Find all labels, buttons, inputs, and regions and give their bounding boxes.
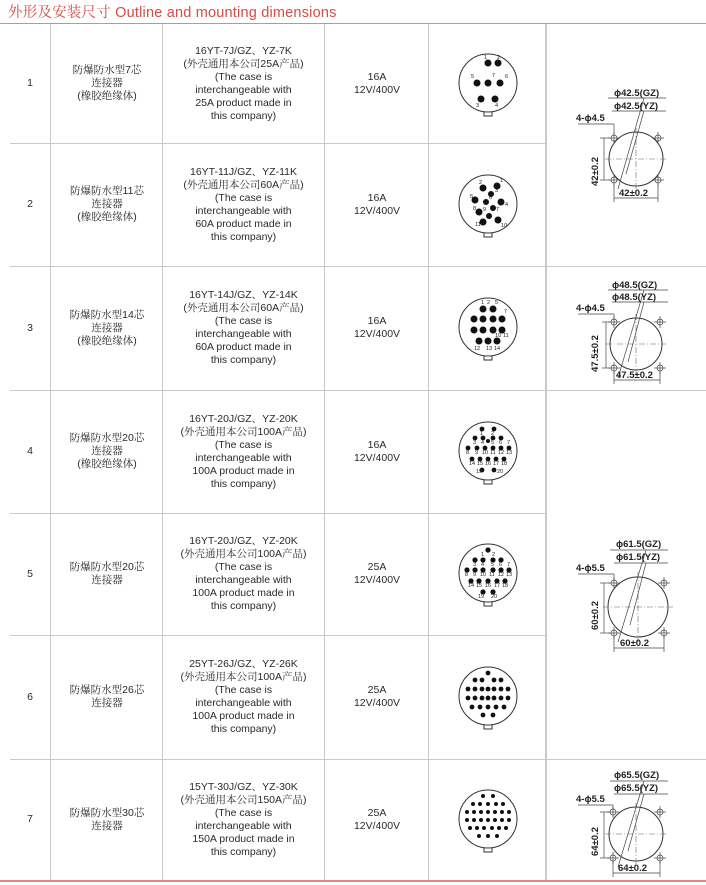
page-title: 外形及安装尺寸 Outline and mounting dimensions [8, 5, 337, 21]
svg-text:42±0.2: 42±0.2 [619, 188, 648, 199]
svg-text:17: 17 [492, 460, 499, 467]
svg-text:1: 1 [480, 552, 484, 558]
svg-text:19: 19 [477, 594, 484, 600]
svg-text:4: 4 [494, 102, 498, 109]
svg-text:ϕ65.5(YZ): ϕ65.5(YZ) [614, 783, 659, 794]
svg-text:2: 2 [491, 552, 495, 558]
svg-text:11: 11 [474, 221, 481, 228]
product-name: 防爆防水型26芯 连接器 [50, 635, 163, 759]
svg-text:10: 10 [479, 572, 486, 578]
svg-text:14: 14 [493, 346, 500, 352]
outline-drawing [546, 266, 706, 390]
table-row [10, 24, 545, 144]
dimension-column [545, 24, 706, 880]
svg-text:ϕ61.5(YZ): ϕ61.5(YZ) [616, 552, 661, 563]
svg-text:2: 2 [490, 430, 494, 437]
rating: 16A 12V/400V [324, 390, 429, 513]
svg-text:4-ϕ4.5: 4-ϕ4.5 [576, 113, 605, 124]
model-spec: 15YT-30J/GZ、YZ-30K (外壳通用本公司150A产品) (The case is interchangeable with 150A product made in this company) [162, 759, 324, 880]
connector-face-20 [453, 539, 523, 609]
svg-text:13: 13 [485, 346, 492, 352]
svg-text:18: 18 [501, 583, 508, 589]
connector-face-20 [453, 417, 523, 487]
svg-text:13: 13 [505, 449, 512, 456]
pin-layout-diagram [428, 143, 547, 266]
product-name: 防爆防水型14芯 连接器 (橡胶绝缘体) [50, 266, 163, 390]
svg-text:12: 12 [473, 346, 480, 352]
svg-text:4: 4 [480, 439, 484, 446]
svg-text:60±0.2: 60±0.2 [620, 638, 649, 649]
svg-text:14: 14 [467, 583, 474, 589]
svg-text:9: 9 [482, 206, 486, 213]
svg-text:47.5±0.2: 47.5±0.2 [590, 335, 601, 372]
pin-layout-diagram [428, 513, 547, 635]
connector-face-26 [453, 662, 523, 732]
svg-text:9: 9 [472, 572, 476, 578]
rating: 25A 12V/400V [324, 513, 429, 635]
svg-text:3: 3 [472, 439, 476, 446]
svg-text:47.5±0.2: 47.5±0.2 [616, 370, 653, 381]
svg-text:3: 3 [475, 102, 479, 109]
model-spec: 16YT-14J/GZ、YZ-14K (外壳通用本公司60A产品) (The case is interchangeable with 60A product made in this company) [162, 266, 324, 390]
svg-text:5: 5 [470, 73, 474, 80]
row-number: 2 [27, 198, 33, 210]
svg-text:6: 6 [498, 439, 502, 446]
pin-layout-diagram [428, 635, 547, 759]
outline-drawing [546, 390, 706, 759]
svg-text:1: 1 [480, 300, 484, 306]
product-name: 防爆防水型11芯 连接器 (橡胶绝缘体) [50, 143, 163, 266]
product-name: 防爆防水型20芯 连接器 [50, 513, 163, 635]
svg-text:ϕ48.5(YZ): ϕ48.5(YZ) [612, 292, 657, 303]
svg-text:1: 1 [479, 430, 483, 437]
footer-divider [0, 880, 706, 882]
svg-text:ϕ48.5(GZ): ϕ48.5(GZ) [612, 280, 658, 291]
pin-layout-diagram [428, 759, 547, 880]
svg-text:4: 4 [480, 562, 484, 568]
svg-text:11: 11 [488, 572, 495, 578]
svg-text:7: 7 [495, 206, 499, 213]
svg-text:10: 10 [494, 333, 501, 339]
svg-text:5: 5 [494, 300, 498, 306]
outline-drawing [546, 24, 706, 266]
svg-text:ϕ42.5(GZ): ϕ42.5(GZ) [614, 88, 660, 99]
svg-text:ϕ42.5(YZ): ϕ42.5(YZ) [614, 101, 659, 112]
product-name: 防爆防水型20芯 连接器 (橡胶绝缘体) [50, 390, 163, 513]
rating: 16A 12V/400V [324, 143, 429, 266]
svg-text:6: 6 [488, 194, 492, 201]
svg-text:15: 15 [476, 460, 483, 467]
svg-text:8: 8 [472, 205, 476, 212]
svg-text:5: 5 [469, 193, 473, 200]
svg-text:18: 18 [500, 460, 507, 467]
outline-drawing [546, 759, 706, 880]
row-number: 7 [27, 813, 33, 825]
svg-text:15: 15 [475, 583, 482, 589]
svg-text:19: 19 [475, 468, 482, 475]
svg-text:4-ϕ5.5: 4-ϕ5.5 [576, 794, 605, 805]
row-number: 6 [27, 690, 33, 703]
svg-text:14: 14 [468, 460, 475, 467]
svg-text:64±0.2: 64±0.2 [618, 863, 647, 874]
svg-text:17: 17 [493, 583, 500, 589]
table-row [10, 635, 545, 760]
svg-text:ϕ61.5(GZ): ϕ61.5(GZ) [616, 539, 662, 550]
svg-text:5: 5 [490, 562, 494, 568]
dimension-drawing [545, 390, 706, 760]
model-spec: 16YT-20J/GZ、YZ-20K (外壳通用本公司100A产品) (The case is interchangeable with 100A product made in this company) [162, 390, 324, 513]
svg-text:7: 7 [491, 72, 495, 79]
svg-text:16: 16 [484, 583, 491, 589]
svg-text:4-ϕ4.5: 4-ϕ4.5 [576, 303, 605, 314]
connector-face-11 [453, 170, 523, 240]
svg-text:16: 16 [484, 460, 491, 467]
dimension-drawing [545, 266, 706, 391]
svg-text:9: 9 [474, 449, 478, 456]
svg-text:2: 2 [478, 179, 482, 186]
rating: 25A 12V/400V [324, 759, 429, 880]
svg-text:8: 8 [464, 572, 468, 578]
pin-layout-diagram [428, 390, 547, 513]
row-number: 5 [27, 567, 33, 580]
svg-text:3: 3 [472, 562, 476, 568]
table-row [10, 266, 545, 391]
svg-text:4-ϕ5.5: 4-ϕ5.5 [576, 563, 605, 574]
svg-text:3: 3 [494, 187, 498, 194]
svg-text:10: 10 [500, 222, 507, 229]
svg-text:2: 2 [486, 300, 490, 306]
product-name: 防爆防水型30芯 连接器 [50, 759, 163, 880]
row-number: 4 [27, 445, 33, 457]
svg-text:64±0.2: 64±0.2 [590, 827, 601, 856]
rating: 16A 12V/400V [324, 24, 429, 143]
dimension-drawing [545, 759, 706, 880]
dimension-drawing [545, 24, 706, 267]
spec-table [10, 24, 706, 880]
svg-text:ϕ65.5(GZ): ϕ65.5(GZ) [614, 770, 660, 781]
svg-text:20: 20 [490, 594, 497, 600]
connector-face-30 [453, 785, 523, 855]
model-spec: 16YT-11J/GZ、YZ-11K (外壳通用本公司60A产品) (The case is interchangeable with 60A product made in this company) [162, 143, 324, 266]
svg-text:1: 1 [499, 177, 503, 184]
svg-text:6: 6 [498, 562, 502, 568]
row-number: 1 [27, 77, 33, 89]
svg-text:7: 7 [503, 309, 507, 315]
row-number: 3 [27, 321, 33, 334]
pin-layout-diagram [428, 266, 547, 390]
svg-text:12: 12 [497, 449, 504, 456]
svg-text:10: 10 [481, 449, 488, 456]
svg-text:7: 7 [506, 439, 510, 446]
connector-face-14 [453, 293, 523, 363]
connector-face-7 [453, 49, 523, 119]
svg-text:42±0.2: 42±0.2 [590, 157, 601, 186]
page-header [0, 0, 706, 24]
model-spec: 16YT-20J/GZ、YZ-20K (外壳通用本公司100A产品) (The case is interchangeable with 100A product made in this company) [162, 513, 324, 635]
pin-layout-diagram [428, 24, 547, 143]
svg-text:7: 7 [506, 562, 510, 568]
rating: 16A 12V/400V [324, 266, 429, 390]
model-spec: 25YT-26J/GZ、YZ-26K (外壳通用本公司100A产品) (The case is interchangeable with 100A product made in this company) [162, 635, 324, 759]
svg-text:2: 2 [496, 54, 500, 61]
svg-text:60±0.2: 60±0.2 [590, 601, 601, 630]
svg-text:11: 11 [502, 333, 509, 339]
table-row [10, 513, 545, 636]
table-row [10, 390, 545, 514]
svg-text:13: 13 [505, 572, 512, 578]
model-spec: 16YT-7J/GZ、YZ-7K (外壳通用本公司25A产品) (The case is interchangeable with 25A product made in this company) [162, 24, 324, 143]
svg-text:11: 11 [489, 449, 496, 456]
svg-text:8: 8 [465, 449, 469, 456]
table-row [10, 143, 545, 267]
svg-text:12: 12 [497, 572, 504, 578]
svg-text:6: 6 [504, 73, 508, 80]
svg-text:1: 1 [483, 54, 487, 61]
table-row [10, 759, 545, 880]
product-name: 防爆防水型7芯 连接器 (橡胶绝缘体) [50, 24, 163, 143]
svg-text:4: 4 [504, 201, 508, 208]
rating: 25A 12V/400V [324, 635, 429, 759]
svg-text:5: 5 [490, 439, 494, 446]
svg-text:20: 20 [496, 468, 503, 475]
